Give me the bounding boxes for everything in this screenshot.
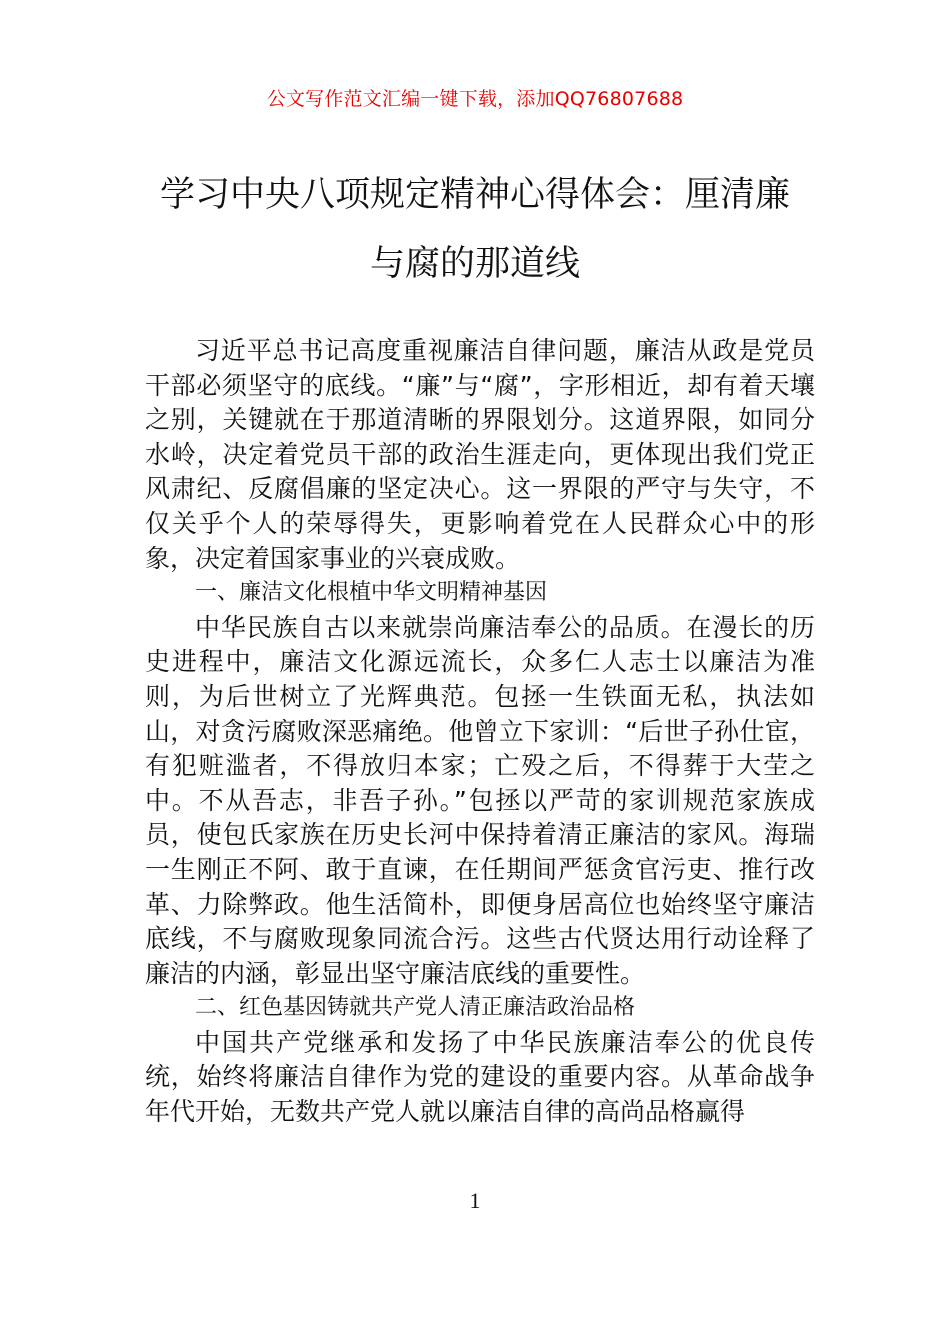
document-title-line-1: 学习中央八项规定精神心得体会：厘清廉 [159,175,790,215]
page-number: 1 [469,1188,481,1213]
section-heading-1: 一、廉洁文化根植中华文明精神基因 [194,580,547,606]
document-title-line-2: 与腐的那道线 [369,244,580,284]
document-body [145,334,815,1130]
intro-paragraph: 习近平总书记高度重视廉洁自律问题，廉洁从政是党员干部必须坚守的底线。“廉”与“腐”，字形相近，却有着天壤之别，关键就在于那道清晰的界限划分。这道界限，如同分水岭，决定着党员干部的政治生涯走向，更体现出我们党正风肃纪、反腐倡廉的坚定决心。这一界限的严守与失守，不仅关乎个人的荣辱得失，更影响着党在人民群众心中的形象，决定着国家事业的兴衰成败。 [145,336,815,573]
section-2-paragraph: 中国共产党继承和发扬了中华民族廉洁奉公的优良传统，始终将廉洁自律作为党的建设的重要内容。从革命战争年代开始，无数共产党人就以廉洁自律的高尚品格赢得 [145,1027,815,1127]
section-heading-2: 二、红色基因铸就共产党人清正廉洁政治品格 [194,995,635,1021]
section-1-paragraph: 中华民族自古以来就崇尚廉洁奉公的品质。在漫长的历史进程中，廉洁文化源远流长，众多仁人志士以廉洁为准则，为后世树立了光辉典范。包拯一生铁面无私，执法如山，对贪污腐败深恶痛绝。他曾立下家训：“后世子孙仕宦，有犯赃滥者，不得放归本家；亡殁之后，不得葬于大茔之中。不从吾志，非吾子孙。”包拯以严苛的家训规范家族成员，使包氏家族在历史长河中保持着清正廉洁的家风。海瑞一生刚正不阿、敢于直谏，在任期间严惩贪官污吏、推行改革、力除弊政。他生活简朴，即便身居高位也始终坚守廉洁底线，不与腐败现象同流合污。这些古代贤达用行动诠释了廉洁的内涵，彰显出坚守廉洁底线的重要性。 [145,612,815,988]
download-notice: 公文写作范文汇编一键下载，添加QQ76807688 [266,88,684,110]
